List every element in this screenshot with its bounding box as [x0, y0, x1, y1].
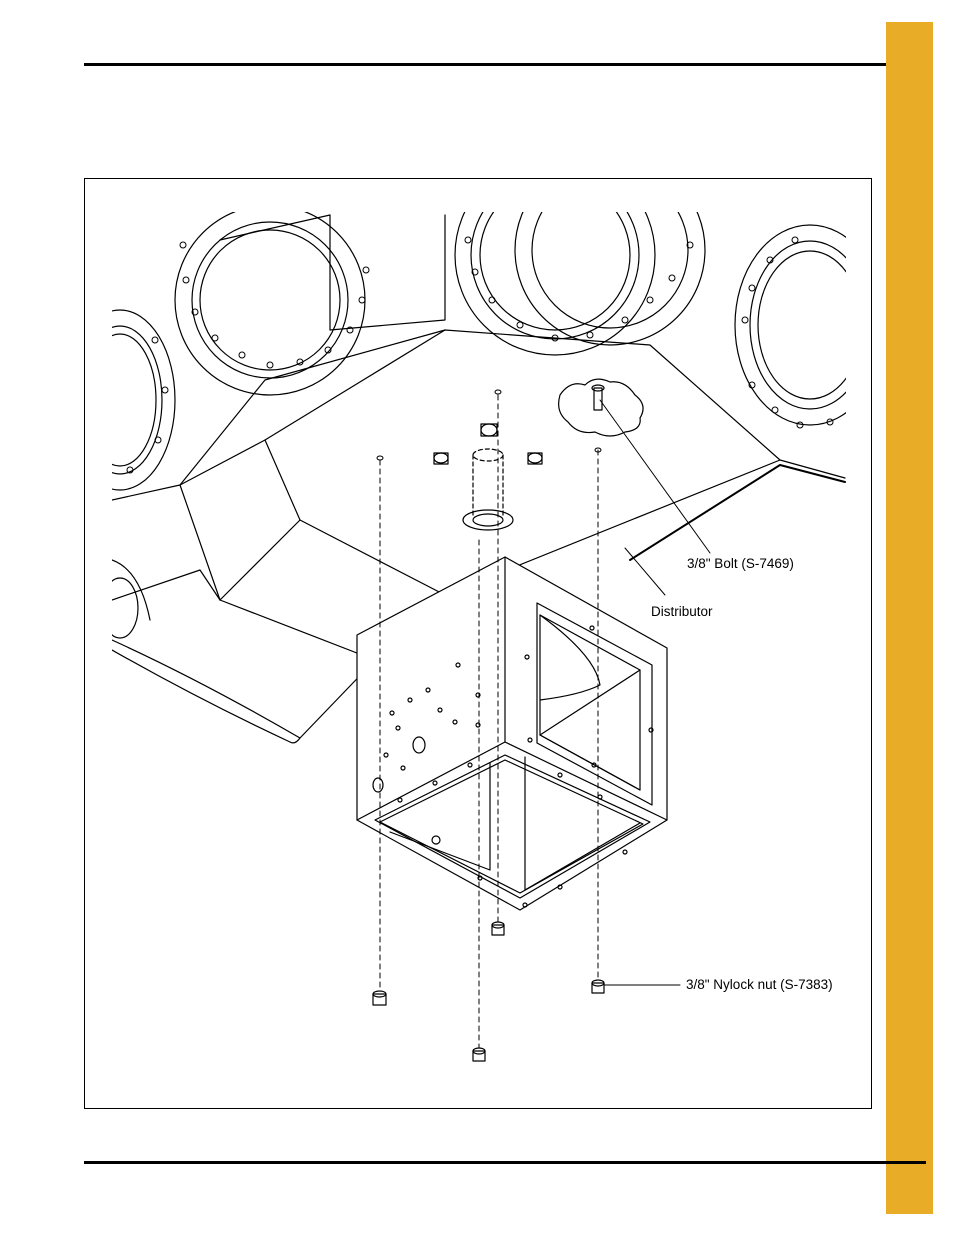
spout-top-center [455, 155, 705, 355]
flange-bolt-holes [127, 237, 833, 473]
bolt-callout: 3/8" Bolt (S-7469) [687, 556, 794, 571]
footer-rule [84, 1161, 926, 1164]
bolt-plate [559, 379, 643, 436]
distributor-box [357, 557, 667, 910]
nut-callout: 3/8" Nylock nut (S-7383) [686, 977, 833, 992]
spout-left [65, 310, 175, 490]
upper-fasteners [434, 424, 542, 530]
spout-lower-left [102, 578, 138, 638]
distributor-callout: Distributor [651, 604, 713, 619]
spout-right [735, 225, 885, 425]
spout-top-left [175, 205, 365, 395]
nylock-nuts [373, 922, 604, 1061]
